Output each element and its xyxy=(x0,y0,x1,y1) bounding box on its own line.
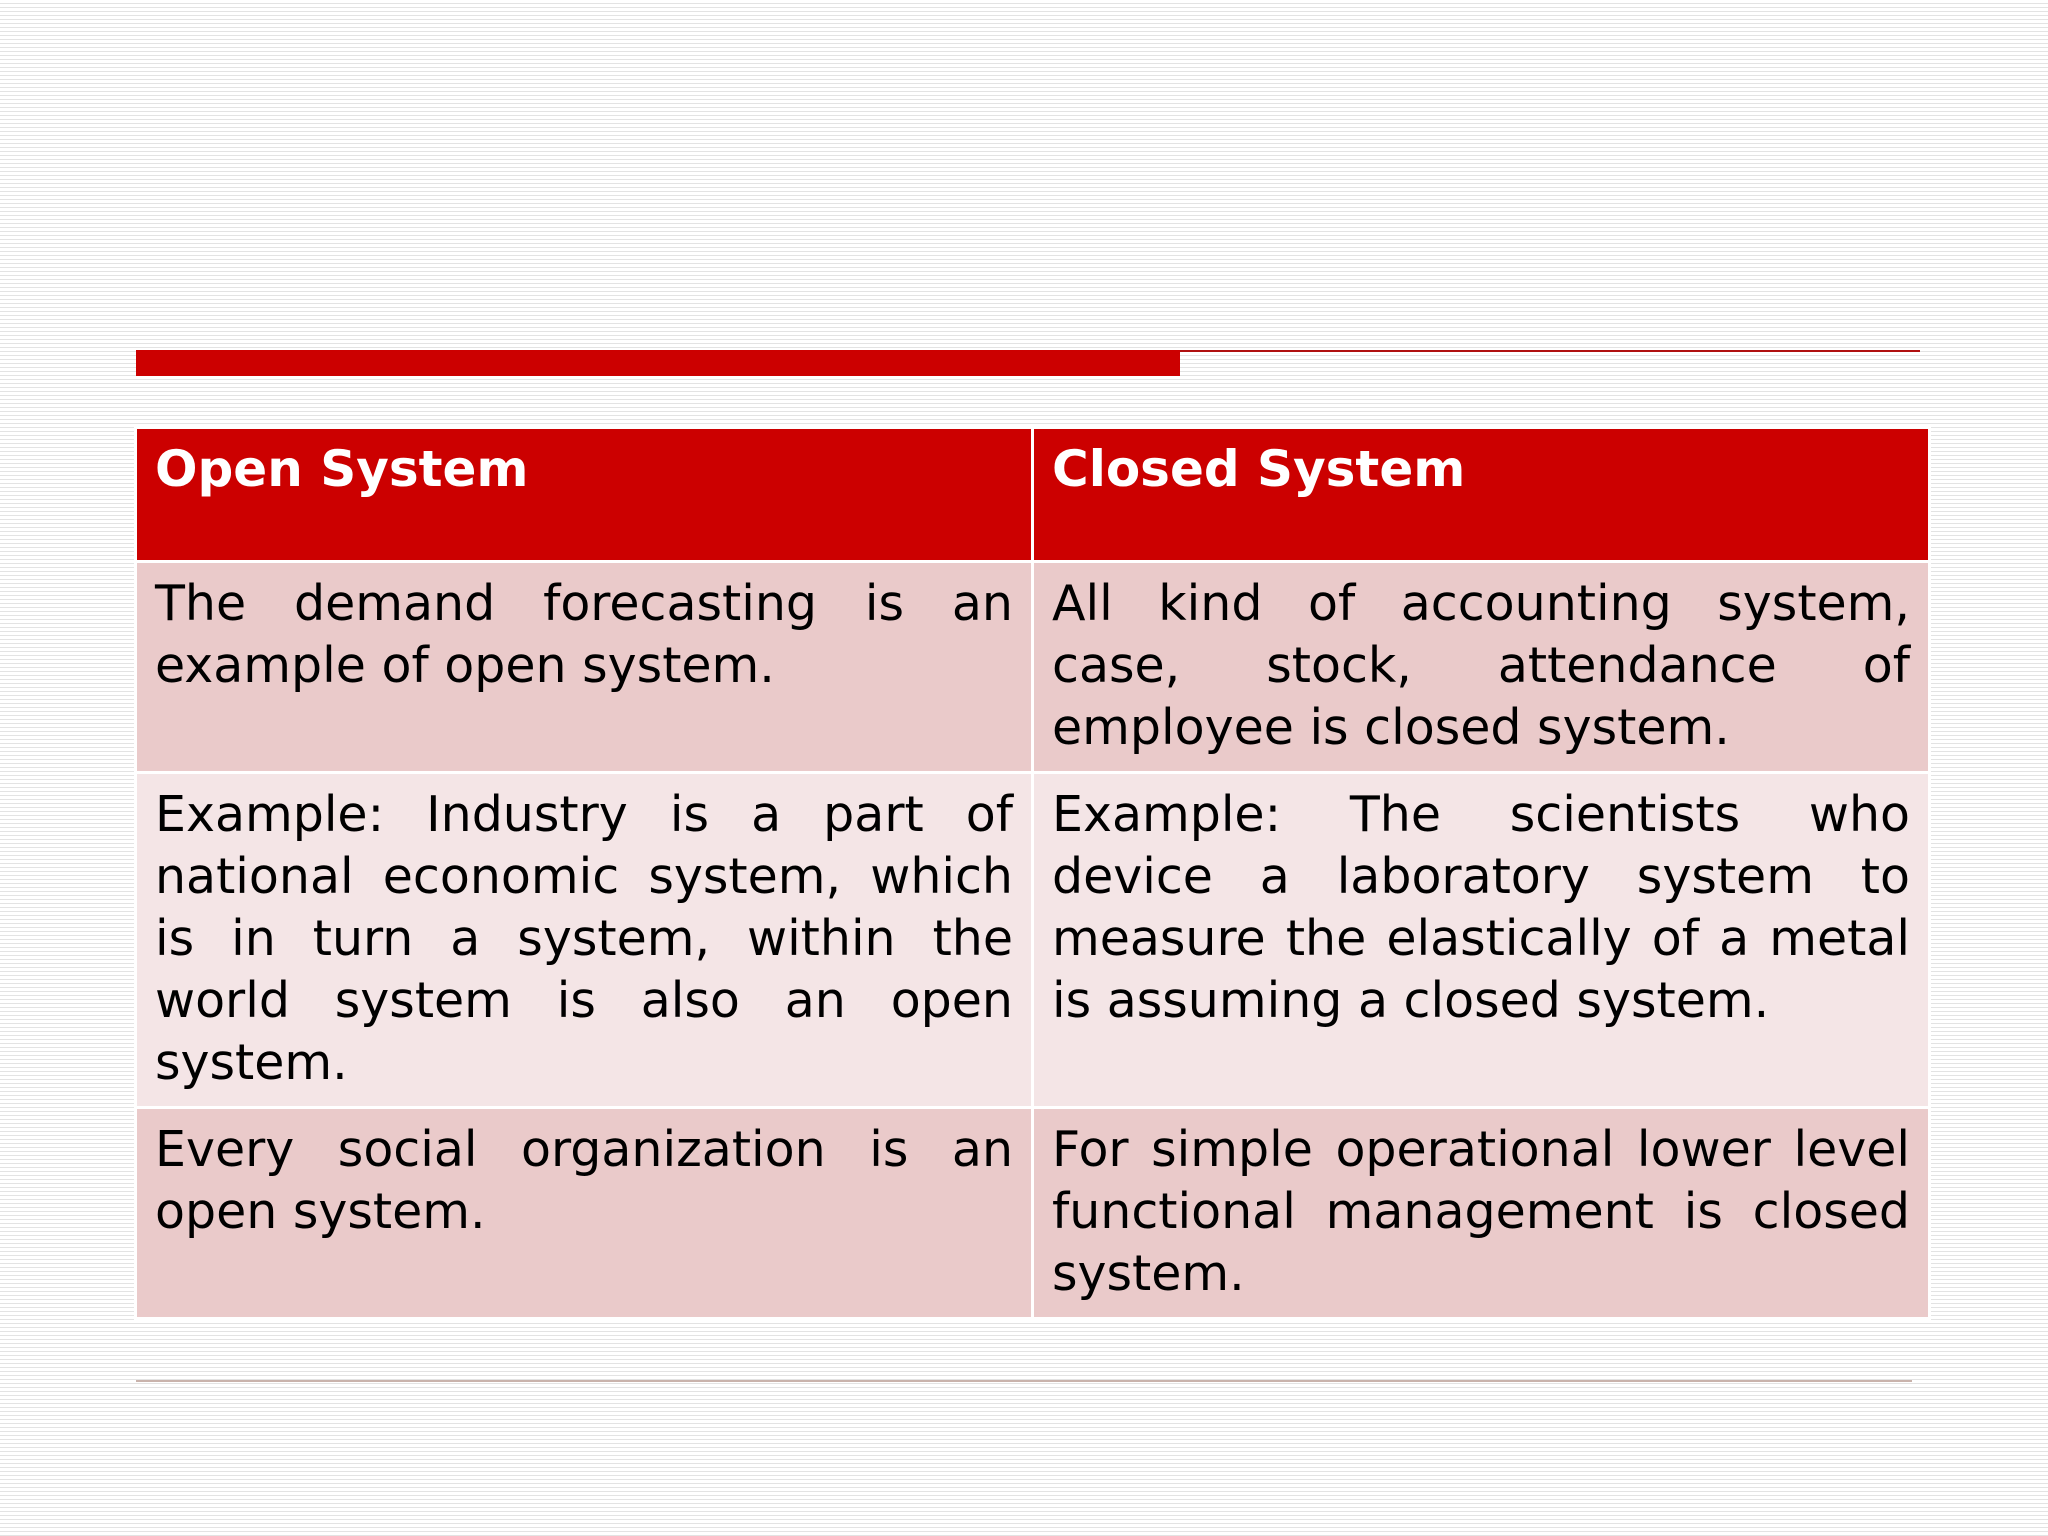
table-row xyxy=(136,562,1930,773)
closed-system-cell: All kind of accounting system, case, stock, attendance of employee is closed system. xyxy=(1033,562,1930,773)
open-system-cell: Example: Industry is a part of national economic system, which is in turn a system, within the world system is also an open system. xyxy=(136,773,1033,1108)
open-system-cell: The demand forecasting is an example of open system. xyxy=(136,562,1033,773)
open-system-cell: Every social organization is an open system. xyxy=(136,1108,1033,1319)
title-underline-thin xyxy=(1180,350,1920,352)
closed-system-cell: Example: The scientists who device a laboratory system to measure the elastically of a metal is assuming a closed system. xyxy=(1033,773,1930,1108)
comparison-table xyxy=(134,426,1931,1320)
table-row xyxy=(136,1108,1930,1319)
header-closed-system: Closed System xyxy=(1033,428,1930,562)
closed-system-cell: For simple operational lower level functional management is closed system. xyxy=(1033,1108,1930,1319)
table-header-row xyxy=(136,428,1930,562)
title-underline-thick xyxy=(136,350,1180,376)
table-row xyxy=(136,773,1930,1108)
footer-divider xyxy=(136,1380,1912,1382)
header-open-system: Open System xyxy=(136,428,1033,562)
